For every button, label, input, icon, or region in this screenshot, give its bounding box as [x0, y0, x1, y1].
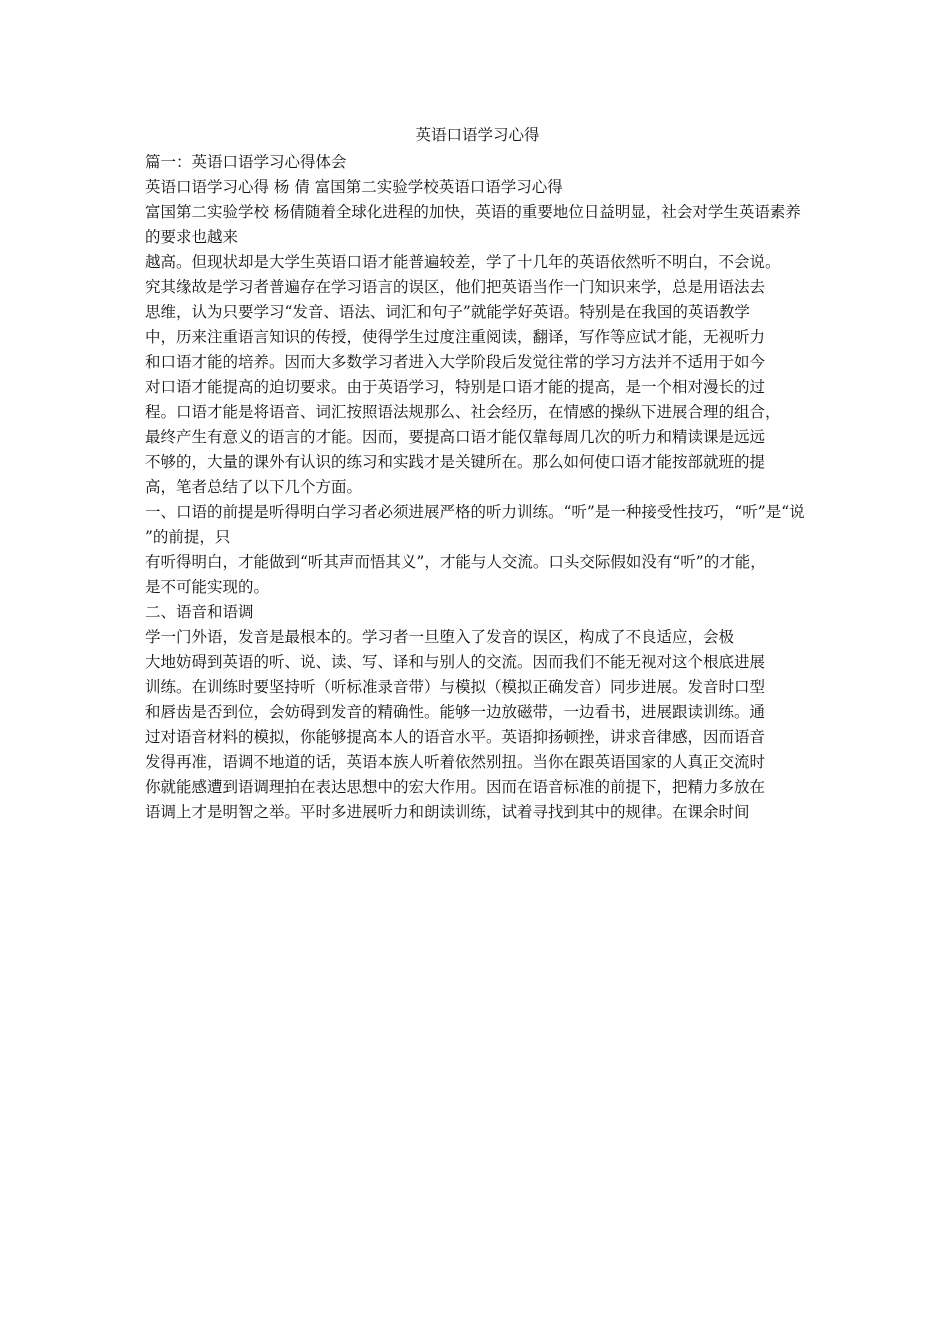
- paragraph-4: 越高。但现状却是大学生英语口语才能普遍较差，学了十几年的英语依然听不明白，不会说。: [145, 253, 781, 271]
- paragraph-18: 学一门外语，发音是最根本的。学习者一旦堕入了发音的误区，构成了不良适应，会极: [145, 628, 735, 646]
- paragraph-11: 最终产生有意义的语言的才能。因而，要提高口语才能仅靠每周几次的听力和精读课是远远: [145, 428, 766, 446]
- section-heading: 二、语音和语调: [145, 603, 254, 621]
- document-body: [145, 150, 810, 825]
- paragraph-1: 篇一：英语口语学习心得体会: [145, 153, 347, 171]
- paragraph-19: 大地妨碍到英语的听、说、读、写、译和与别人的交流。因而我们不能无视对这个根底进展: [145, 653, 766, 671]
- paragraph-10: 程。口语才能是将语音、词汇按照语法规那么、社会经历，在情感的操纵下进展合理的组合，: [145, 403, 781, 421]
- paragraph-21: 和唇齿是否到位，会妨碍到发音的精确性。能够一边放磁带，一边看书，进展跟读训练。通: [145, 703, 766, 721]
- paragraph-13: 高，笔者总结了以下几个方面。: [145, 478, 363, 496]
- paragraph-7: 中，历来注重语言知识的传授，使得学生过度注重阅读，翻译，写作等应试才能，无视听力: [145, 328, 766, 346]
- paragraph-8: 和口语才能的培养。因而大多数学习者进入大学阶段后发觉往常的学习方法并不适用于如今: [145, 353, 766, 371]
- paragraph-5: 究其缘故是学习者普遍存在学习语言的误区，他们把英语当作一门知识来学，总是用语法去: [145, 278, 766, 296]
- document-page: [145, 123, 810, 825]
- paragraph-25: 语调上才是明智之举。平时多进展听力和朗读训练，试着寻找到其中的规律。在课余时间: [145, 803, 750, 821]
- paragraph-2: 英语口语学习心得 杨 倩 富国第二实验学校英语口语学习心得: [145, 178, 563, 196]
- paragraph-3: 富国第二实验学校 杨倩随着全球化进程的加快，英语的重要地位日益明显，社会对学生英语素养的要求也越来: [145, 203, 801, 246]
- paragraph-24: 你就能感遭到语调理拍在表达思想中的宏大作用。因而在语音标准的前提下，把精力多放在: [145, 778, 766, 796]
- paragraph-23: 发得再准，语调不地道的话，英语本族人听着依然别扭。当你在跟英语国家的人真正交流时: [145, 753, 766, 771]
- paragraph-22: 过对语音材料的模拟，你能够提高本人的语音水平。英语抑扬顿挫，讲求音律感，因而语音: [145, 728, 766, 746]
- paragraph-20: 训练。在训练时要坚持听（听标准录音带）与模拟（模拟正确发音）同步进展。发音时口型: [145, 678, 766, 696]
- paragraph-15: 有听得明白，才能做到“听其声而悟其义”，才能与人交流。口头交际假如没有“听”的才能，: [145, 553, 766, 571]
- paragraph-14: 一、口语的前提是听得明白学习者必须进展严格的听力训练。“听”是一种接受性技巧，“听”是“说”的前提，只: [145, 503, 805, 546]
- paragraph-16: 是不可能实现的。: [145, 578, 270, 596]
- document-title: 英语口语学习心得: [415, 126, 540, 144]
- paragraph-12: 不够的，大量的课外有认识的练习和实践才是关键所在。那么如何使口语才能按部就班的提: [145, 453, 766, 471]
- paragraph-9: 对口语才能提高的迫切要求。由于英语学习，特别是口语才能的提高，是一个相对漫长的过: [145, 378, 766, 396]
- paragraph-6: 思维，认为只要学习“发音、语法、词汇和句子”就能学好英语。特别是在我国的英语教学: [145, 303, 750, 321]
